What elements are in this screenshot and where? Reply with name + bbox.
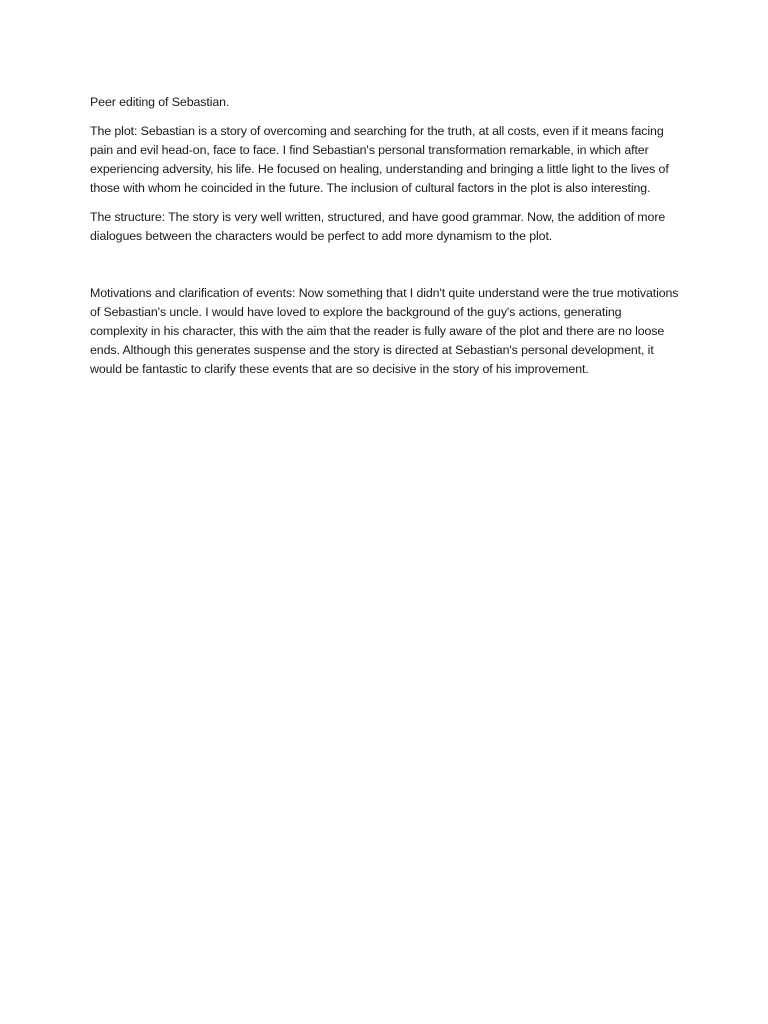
paragraph-structure: The structure: The story is very well written, structured, and have good grammar. Now, the addition of more dialogues between the characters would be perfect to add more dynamism to the plot. — [90, 210, 666, 243]
document-page — [90, 93, 682, 389]
paragraph-plot: The plot: Sebastian is a story of overcoming and searching for the truth, at all costs, even if it means facing pain and evil head-on, face to face. I find Sebastian's personal transformation remarkable, in which after experiencing adversity, his life. He focused on healing, understanding and bringing a little light to the lives of those with whom he coincided in the future. The inclusion of cultural factors in the plot is also interesting. — [90, 124, 669, 195]
document-title: Peer editing of Sebastian. — [90, 95, 230, 109]
paragraph-motivations: Motivations and clarification of events: Now something that I didn't quite understand were the true motivations of Sebastian's uncle. I would have loved to explore the background of the guy's actions, generating complexity in his character, this with the aim that the reader is fully aware of the plot and there are no loose ends. Although this generates suspense and the story is directed at Sebastian's personal development, it would be fantastic to clarify these events that are so decisive in the story of his improvement. — [90, 286, 679, 376]
